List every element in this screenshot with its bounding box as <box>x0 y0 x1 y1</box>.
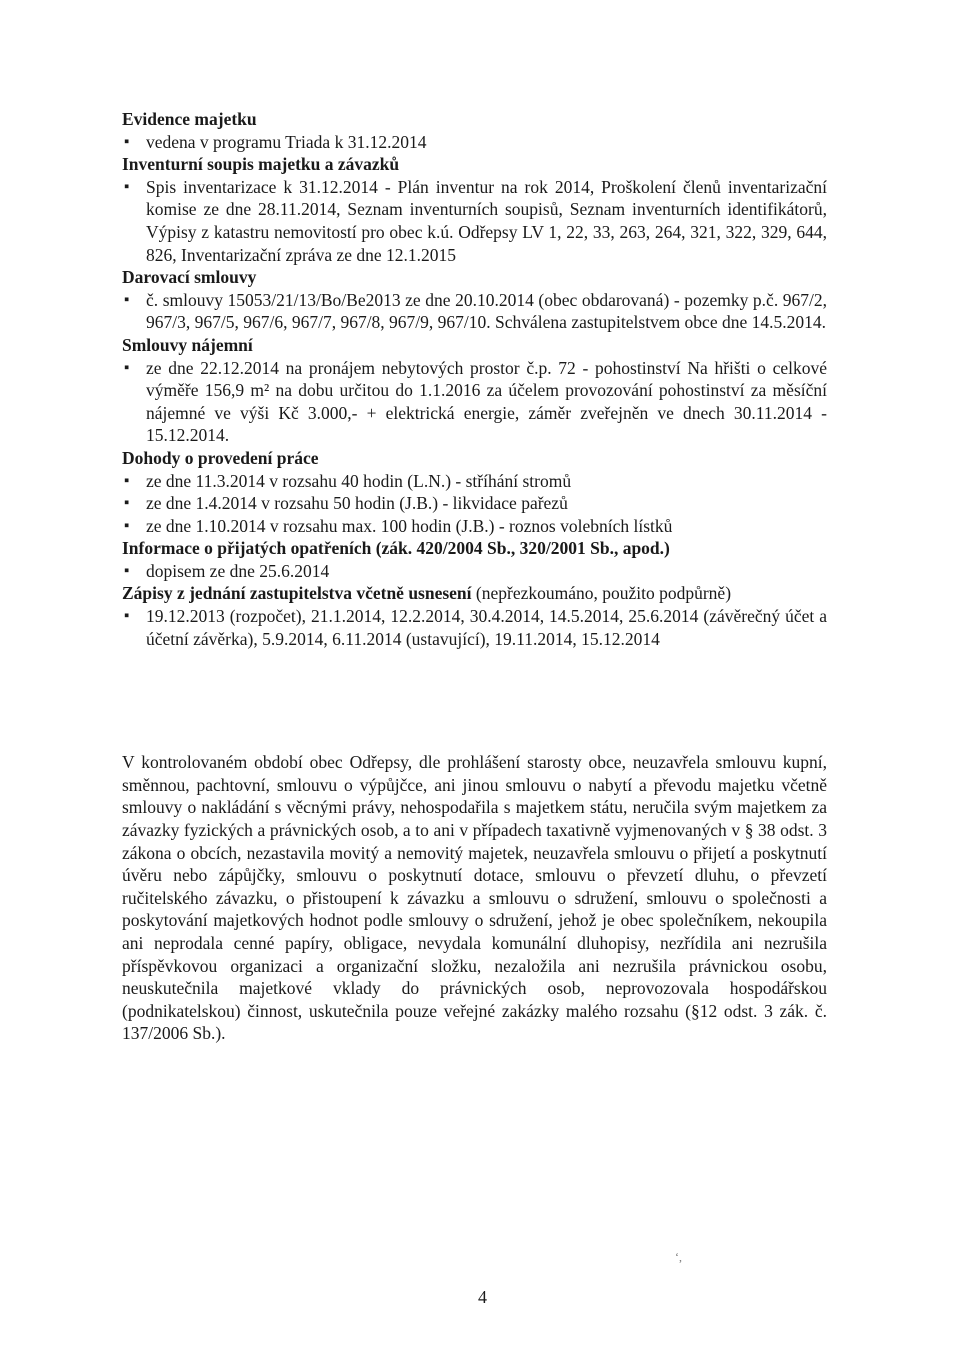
list-item: ▪ ze dne 1.4.2014 v rozsahu 50 hodin (J.B.) - likvidace pařezů <box>122 492 827 515</box>
section-heading: Dohody o provedení práce <box>122 447 319 468</box>
section-dohody <box>122 447 827 537</box>
list-item: ▪ 19.12.2013 (rozpočet), 21.1.2014, 12.2.2014, 30.4.2014, 14.5.2014, 25.6.2014 (závěrečný účet a účetní závěrka), 5.9.2014, 6.11.2014 (ustavující), 19.11.2014, 15.12.2014 <box>122 605 827 650</box>
section-list <box>122 560 827 583</box>
spacer <box>122 650 827 751</box>
section-heading: Evidence majetku <box>122 109 257 129</box>
section-informace-opatreni <box>122 537 827 582</box>
section-darovaci-smlouvy <box>122 266 827 334</box>
section-list <box>122 605 827 650</box>
section-inventurni-soupis <box>122 153 827 266</box>
list-item: ▪ dopisem ze dne 25.6.2014 <box>122 560 827 583</box>
section-list <box>122 289 827 334</box>
scan-mark-icon: ‘, <box>675 1250 682 1264</box>
section-heading: Darovací smlouvy <box>122 267 257 288</box>
list-item: ▪ Spis inventarizace k 31.12.2014 - Plán inventur na rok 2014, Proškolení členů inventarizační komise ze dne 28.11.2014, Seznam inventurních soupisů, Seznam inventurních identifikátorů, Výpisy z katastru nemovitostí pro obec k.ú. Odřepsy LV 1, 22, 33, 263, 264, 321, 322, 329, 644, 826, Inventarizační zpráva ze dne 12.1.2015 <box>122 176 827 266</box>
section-evidence-majetku <box>122 108 827 153</box>
section-heading: Zápisy z jednání zastupitelstva včetně usnesení <box>122 583 472 604</box>
body-paragraph: V kontrolovaném období obec Odřepsy, dle prohlášení starosty obce, neuzavřela smlouvu kupní, směnnou, pachtovní, smlouvu o výpůjčce, ani jinou smlouvu o nabytí a převodu majetku včetně smlouvy o nakládání s věcnými právy, nehospodařila s majetkem státu, neručila svým majetkem za závazky fyzických a právnických osob, a to ani v případech taxativně vyjmenovaných v § 38 odst. 3 zákona o obcích, nezastavila movitý a nemovitý majetek, neuzavřela smlouvu o přijetí a poskytnutí úvěru nebo zápůjčky, smlouvu o poskytnutí dotace, smlouvu o převzetí dluhu, o převzetí ručitelského závazku, o přistoupení k závazku a smlouvu o sdružení, smlouvu o společnosti a poskytování majetkových hodnot podle smlouvy o sdružení, jehož je obec společníkem, nekoupila ani neprodala cenné papíry, obligace, nevydala komunální dluhopisy, nezřídila ani nezrušila příspěvkovou organizaci a organizační složku, nezaložila ani nezrušila právnickou osobu, neuskutečnila majetkové vklady do právnických osob, neprovozovala hospodářskou (podnikatelskou) činnost, uskutečnila pouze veřejné zakázky malého rozsahu (§12 odst. 3 zák. č. 137/2006 Sb.). <box>122 752 827 1044</box>
section-list <box>122 357 827 447</box>
section-list <box>122 470 827 538</box>
list-item: ▪ č. smlouvy 15053/21/13/Bo/Be2013 ze dne 20.10.2014 (obec obdarovaná) - pozemky p.č. 967/2, 967/3, 967/5, 967/6, 967/7, 967/8, 967/9, 967/10. Schválena zastupitelstvem obce dne 14.5.2014. <box>122 289 827 334</box>
list-item: ▪ vedena v programu Triada k 31.12.2014 <box>122 131 827 154</box>
section-heading: Inventurní soupis majetku a závazků <box>122 154 400 175</box>
page-number: 4 <box>478 1287 487 1307</box>
list-item: ▪ ze dne 1.10.2014 v rozsahu max. 100 hodin (J.B.) - roznos volebních lístků <box>122 515 827 538</box>
section-list <box>122 176 827 266</box>
section-zapisy <box>122 582 827 650</box>
list-item: ▪ ze dne 11.3.2014 v rozsahu 40 hodin (L.N.) - stříhání stromů <box>122 470 827 493</box>
section-list <box>122 131 827 154</box>
section-heading-note: (nepřezkoumáno, použito podpůrně) <box>471 583 732 604</box>
document-content <box>122 108 827 1045</box>
section-heading: Smlouvy nájemní <box>122 334 253 355</box>
section-smlouvy-najemni <box>122 334 827 447</box>
section-heading: Informace o přijatých opatřeních (zák. 420/2004 Sb., 320/2001 Sb., apod.) <box>122 538 670 559</box>
list-item: ▪ ze dne 22.12.2014 na pronájem nebytových prostor č.p. 72 - pohostinství Na hřišti o celkové výměře 156,9 m² na dobu určitou do 1.1.2016 za účelem provozování pohostinství za měsíční nájemné ve výši Kč 3.000,- + elektrická energie, záměr zveřejněn ve dnech 30.11.2014 - 15.12.2014. <box>122 357 827 447</box>
section-heading-line <box>122 582 827 605</box>
